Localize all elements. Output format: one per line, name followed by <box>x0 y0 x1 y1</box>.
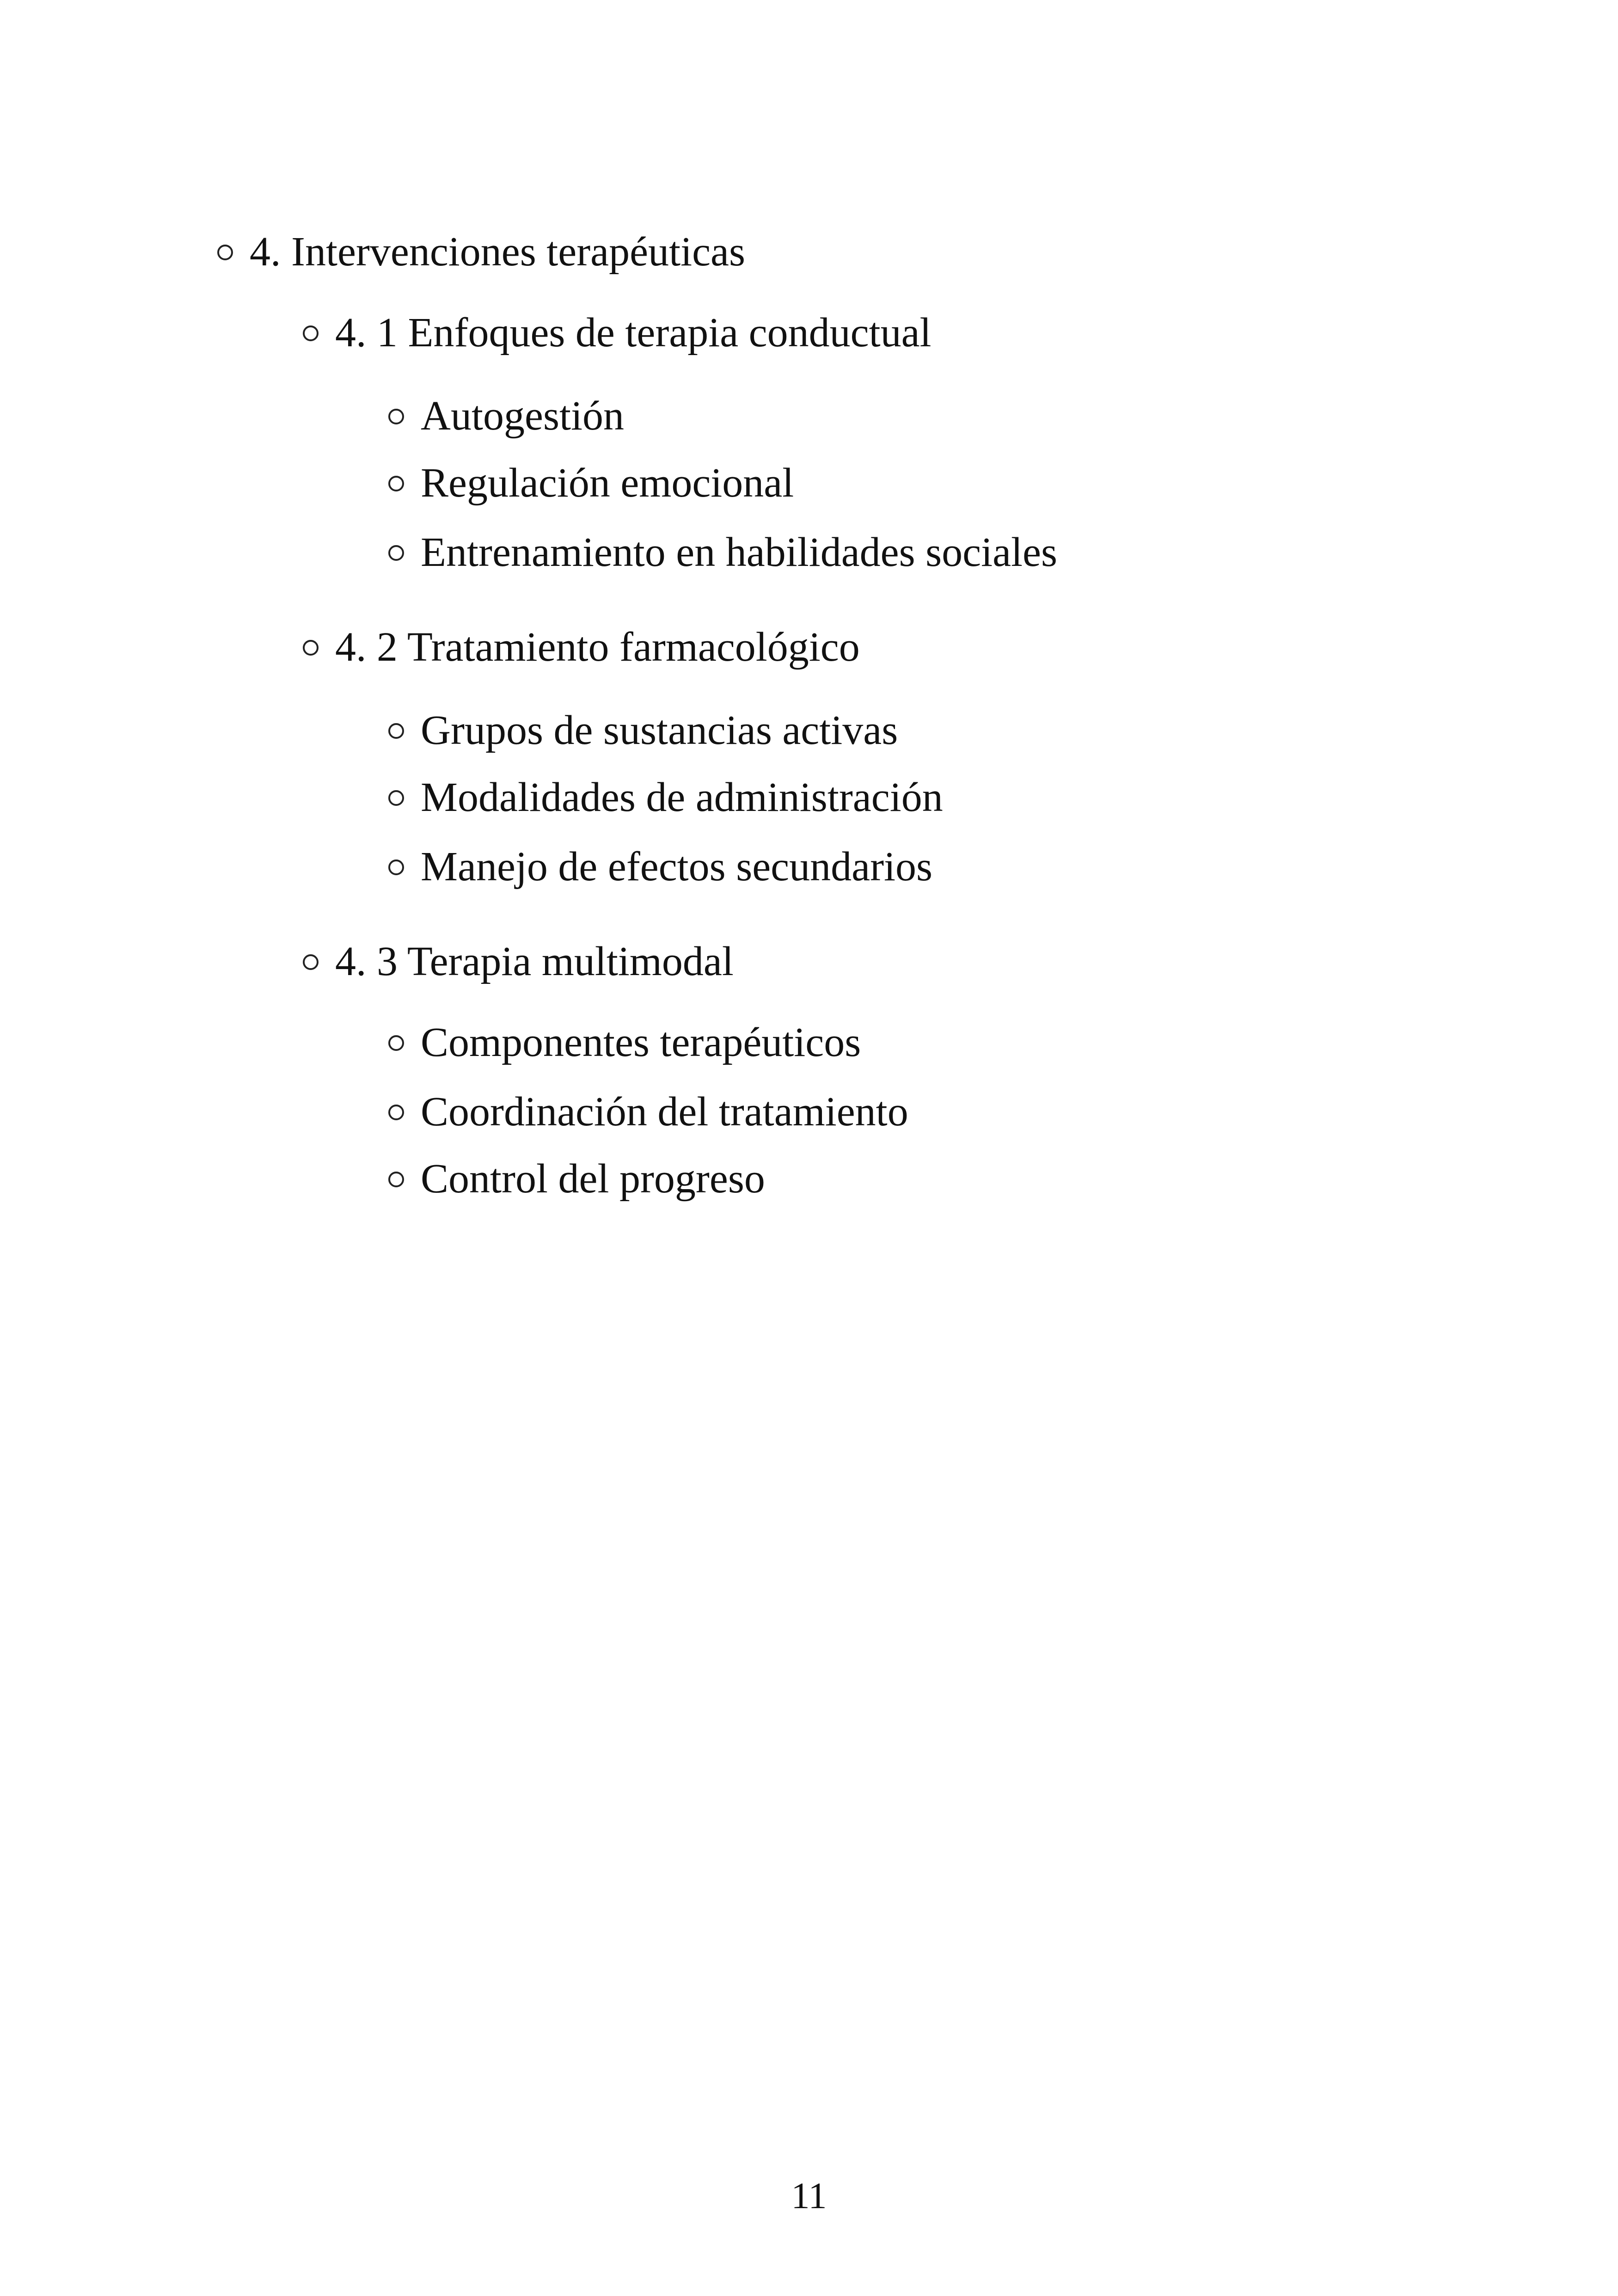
item-label: Coordinación del tratamiento <box>421 1089 908 1135</box>
outline-item <box>388 774 943 820</box>
circle-bullet-icon <box>303 325 319 341</box>
outline-section <box>217 231 745 273</box>
outline-item <box>388 1158 765 1200</box>
circle-bullet-icon <box>388 859 404 875</box>
outline-subsection <box>303 941 734 982</box>
page-number: 11 <box>791 2176 827 2216</box>
circle-bullet-icon <box>388 545 404 561</box>
circle-bullet-icon <box>303 954 319 970</box>
circle-bullet-icon <box>303 640 319 656</box>
circle-bullet-icon <box>388 1035 404 1051</box>
outline-item <box>388 846 932 888</box>
outline-item <box>388 462 794 504</box>
item-label: Autogestión <box>421 393 624 439</box>
outline-item <box>388 529 1058 575</box>
outline-subsection <box>303 312 932 354</box>
circle-bullet-icon <box>388 1172 404 1187</box>
item-label: Modalidades de administración <box>421 774 943 820</box>
item-label: Entrenamiento en habilidades sociales <box>421 529 1058 575</box>
circle-bullet-icon <box>388 790 404 806</box>
circle-bullet-icon <box>388 409 404 424</box>
circle-bullet-icon <box>388 476 404 491</box>
item-label: Componentes terapéuticos <box>421 1019 861 1065</box>
circle-bullet-icon <box>217 245 233 260</box>
subsection-title: 4. 2 Tratamiento farmacológico <box>335 624 860 670</box>
subsection-title: 4. 1 Enfoques de terapia conductual <box>335 310 932 356</box>
outline-item <box>388 1091 908 1133</box>
item-label: Control del progreso <box>421 1156 765 1202</box>
section-title: 4. Intervenciones terapéuticas <box>250 229 746 275</box>
circle-bullet-icon <box>388 1105 404 1120</box>
outline-item <box>388 1019 861 1065</box>
outline-item <box>388 707 898 753</box>
item-label: Regulación emocional <box>421 460 794 506</box>
item-label: Manejo de efectos secundarios <box>421 844 933 890</box>
item-label: Grupos de sustancias activas <box>421 707 898 753</box>
outline-subsection <box>303 626 860 668</box>
circle-bullet-icon <box>388 723 404 739</box>
subsection-title: 4. 3 Terapia multimodal <box>335 939 734 984</box>
outline-item <box>388 395 624 437</box>
